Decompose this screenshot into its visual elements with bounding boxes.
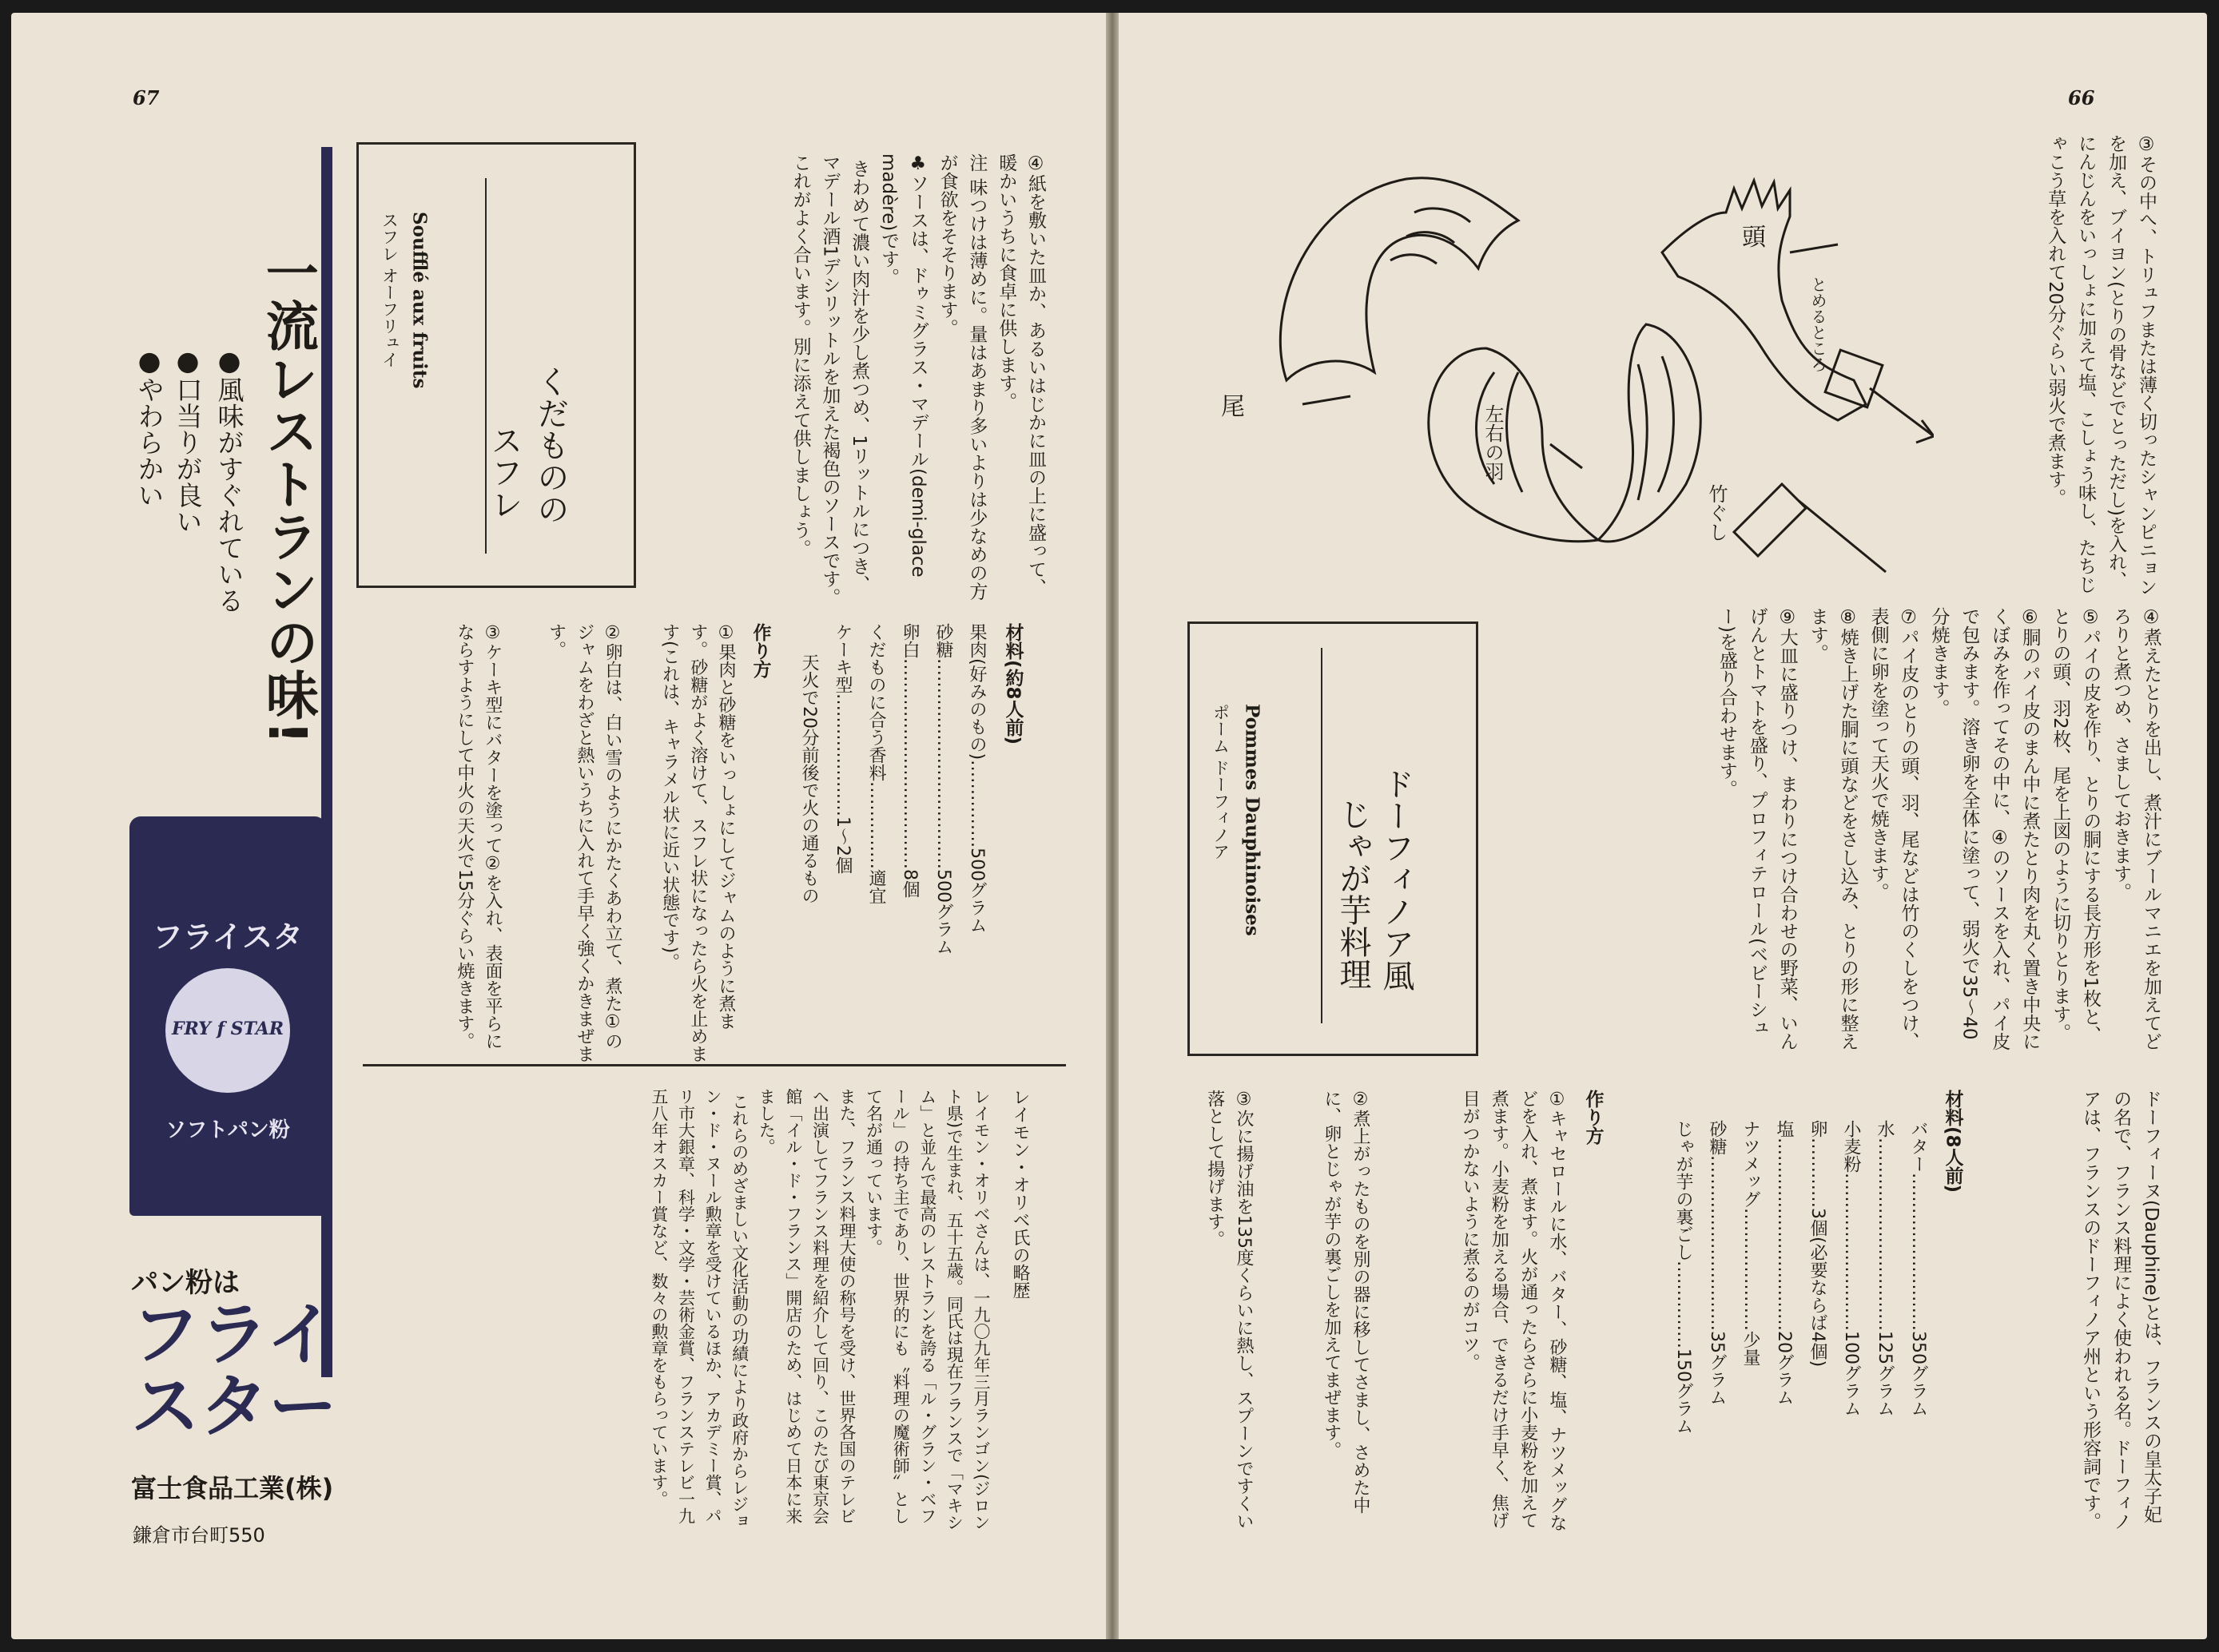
skewer [1734, 484, 1886, 572]
ad-bullet-2: ●口当りが良い [172, 345, 204, 534]
dauphinoises-step-2: ②煮上がったものを別の器に移してさまし、さめた中に、卵とじゃが芋の裏ごしを加えてまぜます。 [1321, 1090, 1370, 1514]
dauphinoises-ingredient-2: 水……………………………125グラム [1875, 1120, 1895, 1417]
dauphinoises-ingredient-7: 砂糖…………………………35グラム [1707, 1120, 1727, 1406]
left-wing-piece [1429, 348, 1598, 542]
dauphinoises-box-divider [1321, 648, 1322, 1023]
company-name: 富士食品工業(株) [131, 1473, 334, 1503]
label-wings: 左右の羽 [1481, 404, 1504, 481]
dauphinoises-ingredient-4: 卵…………3個(必要ならば4個) [1807, 1120, 1827, 1368]
step-3-text: ③その中へ、トリュフまたは薄く切ったシャンピニョンを加え、ブイヨン(とりの骨などでとっただし)を入れ、にんじんをいっしょに加えて塩、こしょう味し、たちじゃこう草を入れて20分ぐらい弱火で煮ます。 [2045, 134, 2157, 596]
dauphinoises-title-line2: じゃが芋料理 [1334, 798, 1371, 990]
brand-name-line2: スター [131, 1367, 337, 1447]
souffle-ingredient-4: くだものに合う香料……………適宜 [866, 623, 886, 904]
souffle-step-2: ②卵白は、白い雪のようにかたくあわ立て、煮た①のジャムをわざと熱いうちに入れて手早く強くかきまぜます。 [546, 623, 622, 1062]
right-wing-piece [1598, 324, 1700, 542]
left-page [11, 13, 1106, 1639]
section-divider [363, 1064, 1066, 1066]
ad-bullet-3: ●やわらかい [133, 345, 165, 508]
dauphinoises-ingredient-1: バター………………………350グラム [1908, 1120, 1928, 1417]
tail-piece [1280, 178, 1518, 380]
label-tail: 尾 [1221, 393, 1245, 421]
souffle-title-line1: くだものの [532, 365, 569, 525]
brand-name-line1: フライ [131, 1295, 336, 1375]
ad-tagline: パン粉は [131, 1267, 240, 1299]
right-page [1119, 13, 2207, 1639]
ad-bullet-1: ●風味がすぐれている [213, 345, 245, 614]
souffle-ingredient-3: 卵白………………………………8個 [900, 623, 920, 898]
souffle-title-reading: スフレ オーフリュイ [380, 212, 400, 368]
souffle-method-heading: 作り方 [750, 623, 771, 678]
page-number-66: 66 [2068, 86, 2095, 109]
package-subtitle: ソフトパン粉 [165, 1118, 290, 1142]
dauphinoises-method-heading: 作り方 [1582, 1090, 1604, 1145]
package-name: フライスタ [152, 919, 304, 955]
book-gutter [1106, 13, 1119, 1639]
dauphinoises-title-reading: ポーム ドーフィノア [1211, 704, 1231, 860]
page-number-67: 67 [133, 86, 160, 109]
bio-text: レイモン・オリベさんは、一九〇九年三月ランゴン(ジロント県)で生まれ、五十五歳。同氏は現在フランスで「マキシム」と並んで最高のレストランを誇る「ル・グラン・ベフール」の持ち主であり、世界的にも〝料理の魔術師〟として名が通っています。 また、フランス料理大使の称号を受け、世界各国のテレビへ出演してフランス料理を紹介して回り、このたび東京会館「イル・ド・フランス」開店のため、はじめて日本に来ました。 これらのめざましい文化活動の功績により政府からレジョン・ド・ヌール勲章を受けているほか、アカデミー賞、パリ市大銀章、科学・文学・芸術金賞、フランステレビ一九五八年オスカー賞など、数々の勲章をもらっています。 [649, 1088, 991, 1531]
souffle-ingredient-2: 砂糖………………………………500グラム [933, 623, 953, 955]
souffle-step-3: ③ケーキ型にバターを塗って②を入れ、表面を平らにならすようにして中火の天火で15分ぐらい焼きます。 [454, 623, 503, 1050]
souffle-title-french: Soufflé aux fruits [408, 212, 431, 389]
company-address: 鎌倉市台町550 [133, 1524, 265, 1547]
label-head: 頭 [1742, 224, 1766, 252]
souffle-notes-text: ④紙を敷いた皿か、あるいはじかに皿の上に盛って、暖かいうちに食卓に供します。 注 味つけは薄めに。量はあまり多いよりは少なめの方が食欲をそそります。 ♣ソースは、ドゥミグラス・マデール(demi-glace madère)です。 きわめて濃い肉汁を少し煮つめ、1リットルにつき、マデール酒1デシリットルを加えた褐色のソースです。これがよく合います。別に添えて供しましょう。 [789, 153, 1046, 606]
dauphinoises-title-french: Pommes Dauphinoises [1241, 704, 1263, 936]
dauphinoises-step-3: ③次に揚げ油を135度くらいに熱し、スプーンですくい落として揚げます。 [1204, 1090, 1254, 1530]
souffle-title-line2: スフレ [486, 424, 523, 520]
souffle-ingredient-1: 果肉(好みのもの)……………500グラム [967, 623, 987, 935]
product-package [129, 816, 326, 1216]
stop-marker [1825, 350, 1883, 407]
ad-headline: 一流レストランの味! [256, 246, 319, 745]
dauphinoises-ingredients-heading: 材料(8人前) [1942, 1090, 1963, 1193]
dauphinoises-title-line1: ドーフィノア風 [1378, 768, 1414, 991]
dauphinoises-ingredient-3: 小麦粉………………………100グラム [1841, 1120, 1861, 1417]
souffle-step-1: ①果肉と砂糖をいっしょにしてジャムのように煮ます。砂糖がよく溶けて、スフレ状になったら火を止めます(これは、キャラメル状に近い状態です)。 [659, 623, 736, 1062]
dauphinoises-ingredient-5: 塩……………………………20グラム [1774, 1120, 1794, 1406]
label-stop: とめるところ [1808, 276, 1827, 372]
dauphinoises-ingredient-6: ナツメッグ…………………少量 [1740, 1120, 1760, 1366]
dauphinoises-ingredient-8: じゃが芋の裏ごし……………150グラム [1673, 1120, 1693, 1435]
souffle-ingredients-heading: 材料(約8人前) [1002, 623, 1024, 745]
dauphinoises-title-box [1187, 621, 1478, 1056]
package-logo-text: FRY f STAR [171, 1019, 284, 1039]
souffle-ingredient-6: 天火で20分前後で火の通るもの [799, 653, 819, 904]
souffle-ingredient-5: ケーキ型…………………1〜2個 [833, 623, 853, 874]
label-skewer: 竹ぐし [1705, 484, 1728, 542]
bio-heading: レイモン・オリベ氏の略歴 [1010, 1088, 1030, 1299]
dauphinoises-intro: ドーフィーヌ(Dauphine)とは、フランスの皇太子妃の名で、フランス料理によく使われる名。ドーフィノアは、フランスのドーフィノア州という形容詞です。 [2080, 1090, 2161, 1531]
head-piece [1662, 181, 1866, 420]
souffle-title-box [356, 142, 636, 588]
dauphinoises-step-1: ①キャセロールに水、バター、砂糖、塩、ナツメッグなどを入れ、煮ます。火が通ったらさらに小麦粉を加えて煮ます。小麦粉を加える場合、できるだけ手早く、焦げ目がつかないように煮るのがコツ。 [1460, 1090, 1567, 1531]
pie-steps-text: ④煮えたとりを出し、煮汁にブールマニエを加えてどろりと煮つめ、さましておきます。 ⑤パイの皮を作り、とりの胴にする長方形を1枚と、とりの頭、羽2枚、尾を上図のように切りとります。 ⑥胴のパイ皮のまん中に煮たとり肉を丸く置き中央にくぼみを作ってその中に、④のソースを入れ、パイ皮で包みます。溶き卵を全体に塗って、弱火で35〜40分焼きます。 ⑦パイ皮のとりの頭、羽、尾などは竹のくしをつけ、表側に卵を塗って天火で焼きます。 ⑧焼き上げた胴に頭などをさし込み、とりの形に整えます。 ⑨大皿に盛りつけ、まわりにつけ合わせの野菜、いんげんとトマトを盛り、プロフィテロール(ベビーシュー)を盛り合わせます。 [1716, 607, 2161, 1050]
